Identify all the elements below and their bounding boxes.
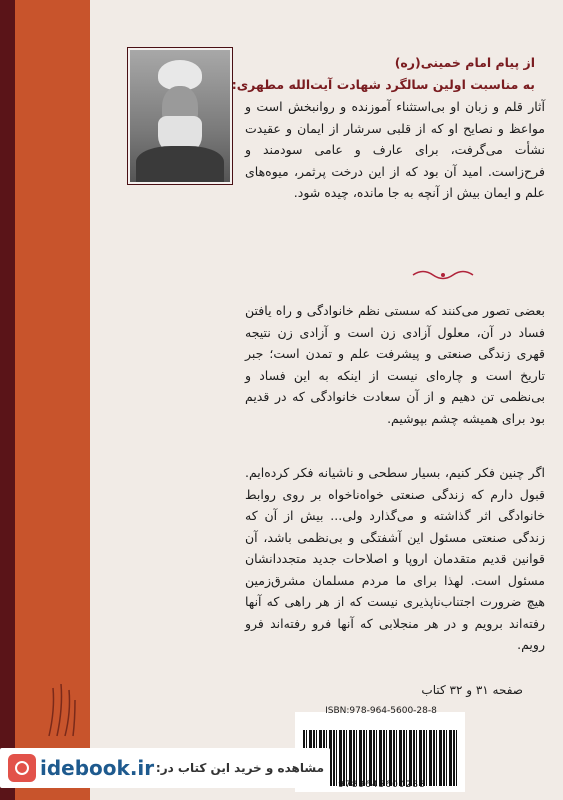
- barcode-number: 9789645600288: [338, 780, 426, 790]
- back-cover-panel: [90, 0, 563, 800]
- quote-header: [205, 52, 535, 96]
- paragraph-1: آثار قلم و زبان او بی‌استثناء آموزنده و روانبخش است و مواعظ و نصایح او که از قلبی سرشار از ایمان و عقیدت نشأت می‌گرفت، برای عارف و عامی سودمند و فرح‌زاست. امید آن بود که از این درخت پرثمر، میوه‌های علم و ایمان بیش از آنچه به جا مانده، چیده شود.: [245, 99, 545, 200]
- header-line-1: از پیام امام خمینی(ره): [394, 55, 535, 70]
- idebook-logo-icon: [8, 754, 36, 782]
- spine-dark-edge: [0, 0, 15, 800]
- ad-logo[interactable]: [8, 754, 154, 782]
- ad-brand-text: idebook.ir: [40, 756, 155, 780]
- ad-banner[interactable]: [0, 748, 330, 788]
- publisher-logo-icon: [45, 680, 79, 740]
- paragraph-3: اگر چنین فکر کنیم، بسیار سطحی و ناشیانه فکر کرده‌ایم. قبول دارم که زندگی صنعتی خواه‌ناخواه بر روی روابط خانوادگی اثر گذاشته و می‌گذارد ولی... بیش از آن که زندگی صنعتی مسئول این آشفتگی و بی‌نظمی باشد، آن قوانین قدیم متقدمان اروپا و اصلاحات جدید متجددانشان مسئول است. لهذا برای ما مردم مسلمان مشرق‌زمین هیچ ضرورت اجتناب‌ناپذیری نیست که از هر راهی که آنها رفته‌اند برویم و در هر منجلابی که آنها فرو رفته‌اند فرو رویم.: [245, 465, 545, 652]
- ad-caption: مشاهده و خرید این کتاب در:: [155, 761, 324, 775]
- header-line-2: به مناسبت اولین سالگرد شهادت آیت‌الله مطهری:: [231, 77, 535, 92]
- paragraph-2: بعضی تصور می‌کنند که سستی نظم خانوادگی و راه یافتن فساد در آن، معلول آزادی زن است و آزادی زن نتیجه قهری زندگی صنعتی و پیشرفت علم و تمدن است؛ جبر تاریخ است و چاره‌ای نیست از اینکه به این فساد و بی‌نظمی تن دهیم و از آن سعادت خانوادگی که در قدیم بود برای همیشه چشم بپوشیم.: [245, 303, 545, 426]
- spine-orange-band: [15, 0, 90, 800]
- ornament-divider-icon: [408, 268, 478, 282]
- isbn-label: ISBN:978-964-5600-28-8: [325, 706, 437, 716]
- source-reference: صفحه ۳۱ و ۳۲ کتاب: [421, 683, 523, 697]
